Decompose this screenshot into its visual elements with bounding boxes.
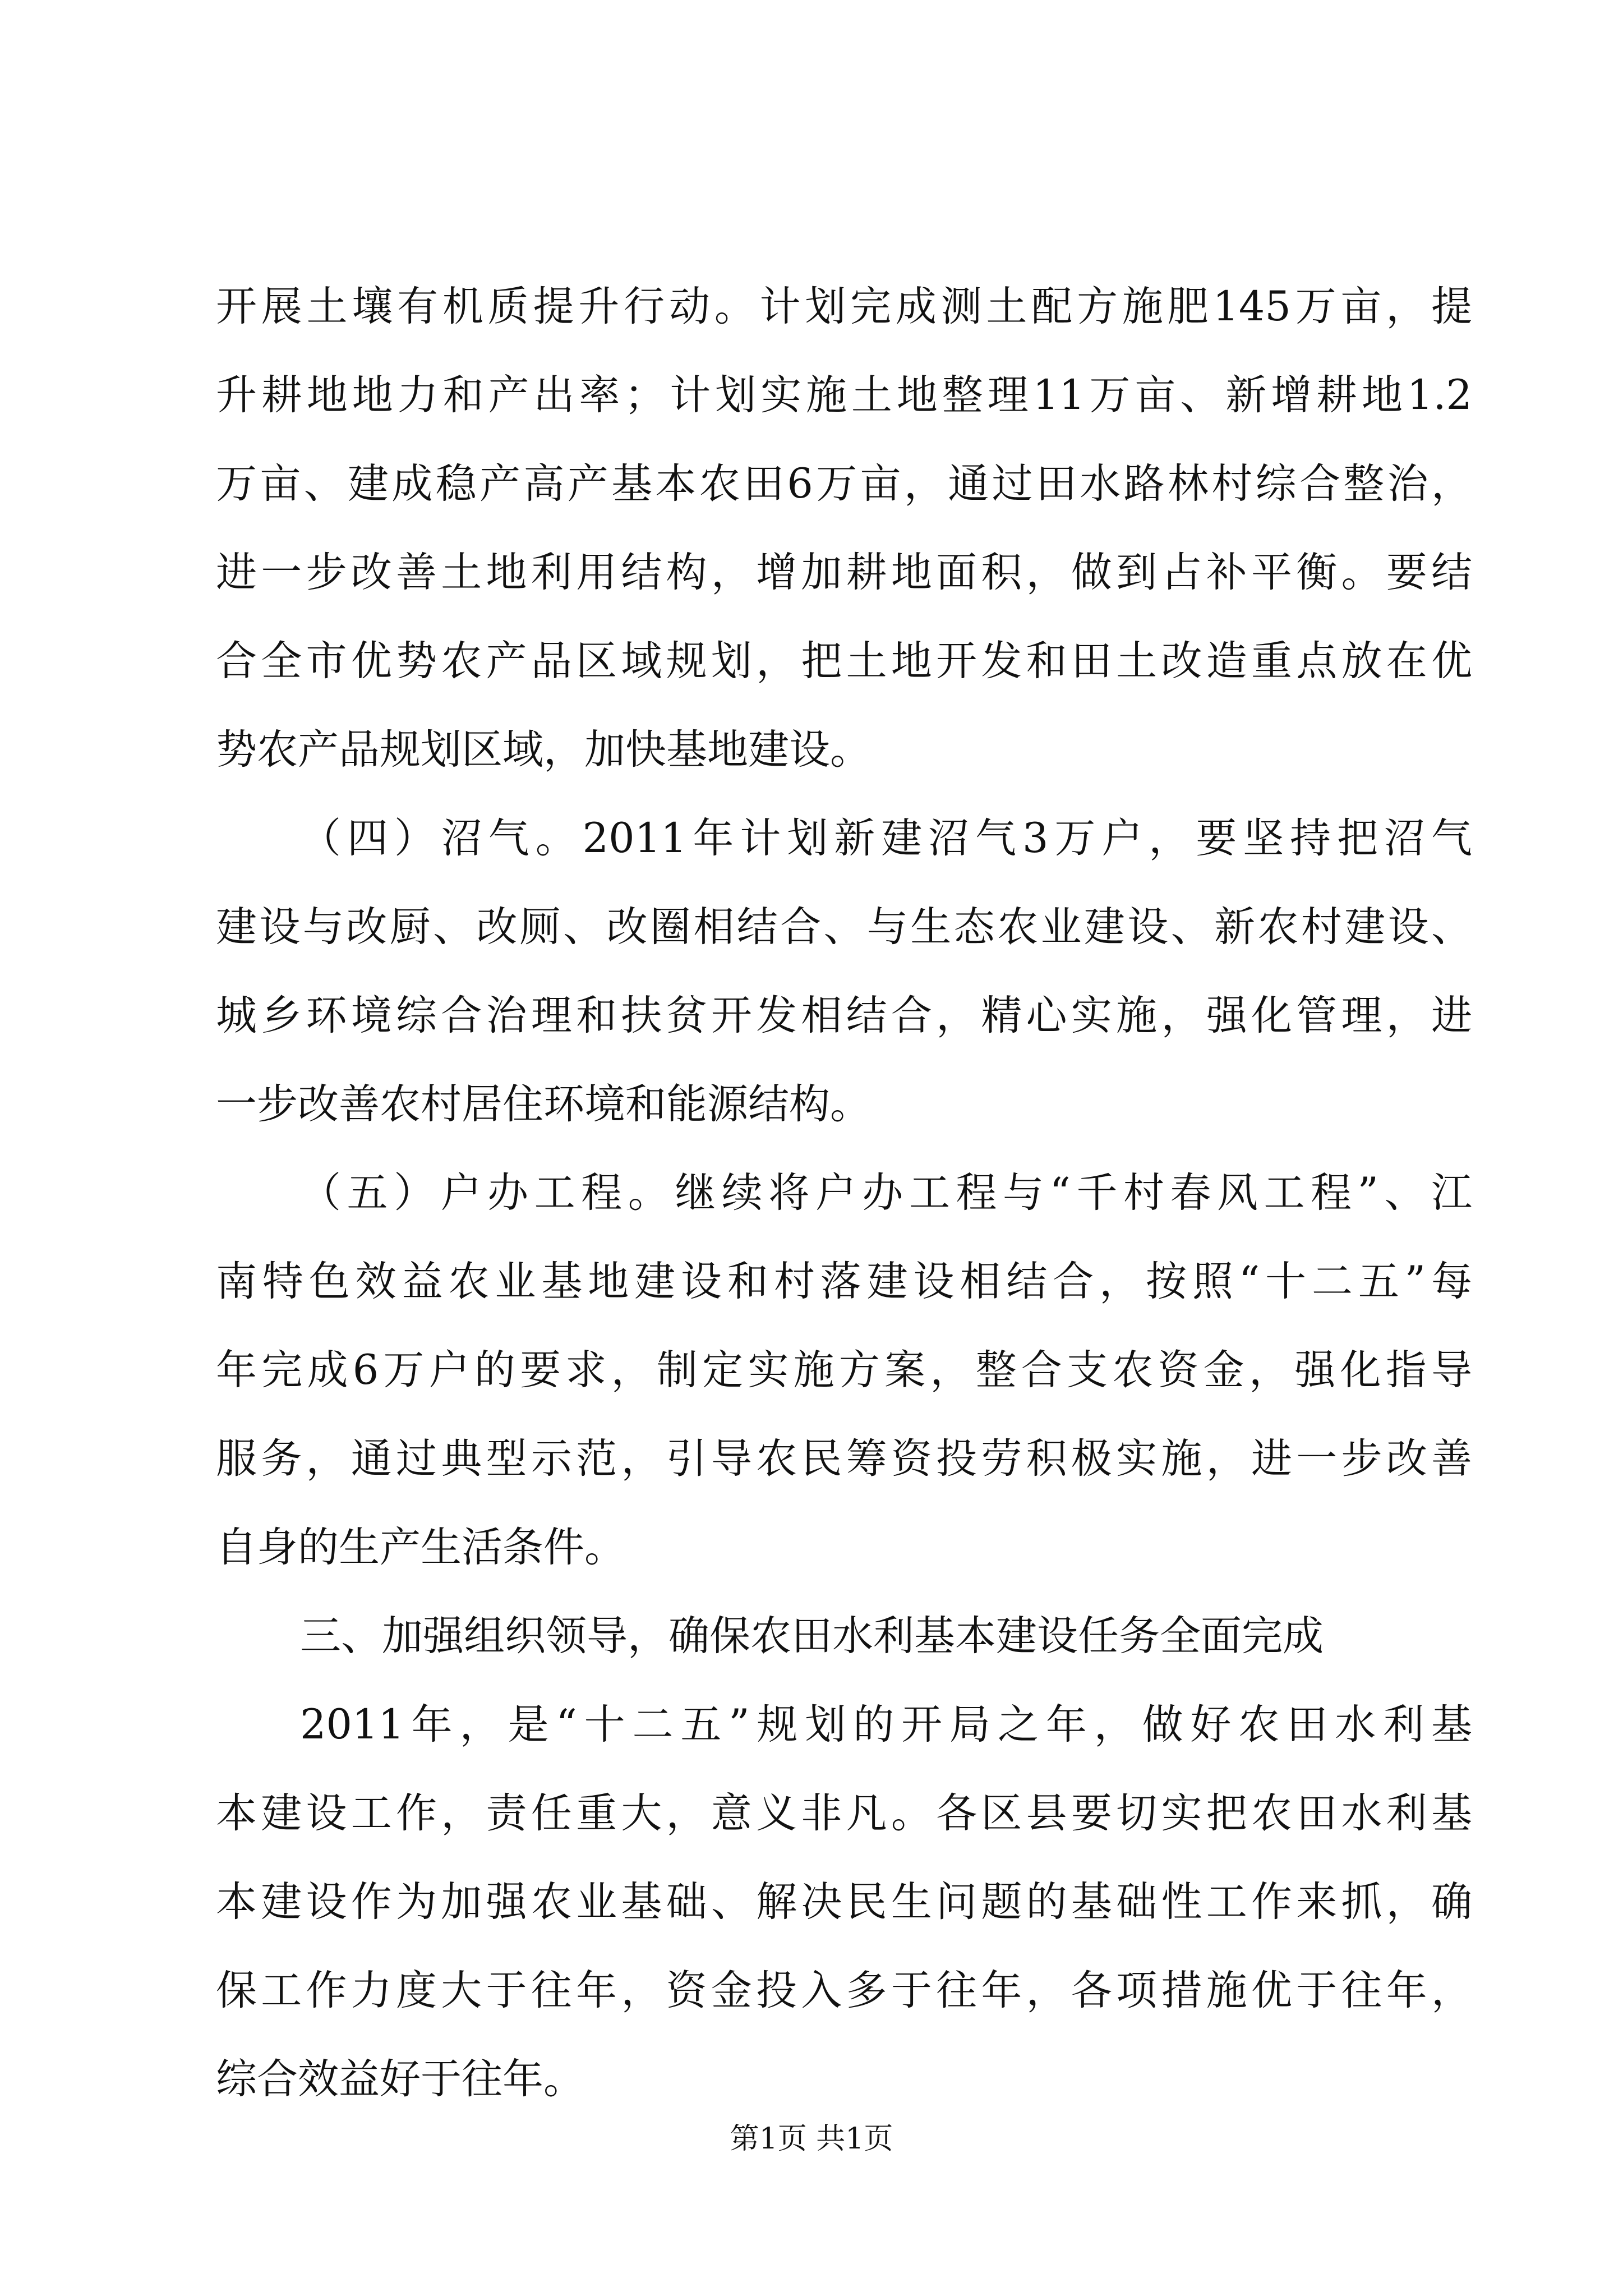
text-line-12: 南特色效益农业基地建设和村落建设相结合，按照“十二五”每 xyxy=(216,1258,1472,1305)
text-line-18: 本建设工作，责任重大，意义非凡。各区县要切实把农田水利基 xyxy=(216,1789,1472,1837)
text-line-1: 开展土壤有机质提升行动。计划完成测土配方施肥145万亩，提 xyxy=(216,283,1472,330)
text-line-5: 合全市优势农产品区域规划，把土地开发和田土改造重点放在优 xyxy=(216,637,1472,685)
text-line-13: 年完成6万户的要求，制定实施方案，整合支农资金，强化指导 xyxy=(216,1346,1472,1394)
text-line-4: 进一步改善土地利用结构，增加耕地面积，做到占补平衡。要结 xyxy=(216,549,1472,596)
text-line-21: 综合效益好于往年。 xyxy=(216,2055,584,2103)
text-line-15: 自身的生产生活条件。 xyxy=(216,1524,625,1571)
section-heading: 三、加强组织领导，确保农田水利基本建设任务全面完成 xyxy=(300,1612,1324,1660)
text-line-2: 升耕地地力和产出率；计划实施土地整理11万亩、新增耕地1.2 xyxy=(216,371,1472,419)
page-footer: 第1页 共1页 xyxy=(730,2122,893,2156)
text-line-9: 城乡环境综合治理和扶贫开发相结合，精心实施，强化管理，进 xyxy=(216,992,1472,1039)
text-line-20: 保工作力度大于往年，资金投入多于往年，各项措施优于往年， xyxy=(216,1967,1472,2014)
body-text xyxy=(216,263,1472,2124)
text-line-19: 本建设作为加强农业基础、解决民生问题的基础性工作来抓，确 xyxy=(216,1878,1472,1926)
text-line-10: 一步改善农村居住环境和能源结构。 xyxy=(216,1080,871,1128)
text-line-7: （四）沼气。2011年计划新建沼气3万户，要坚持把沼气 xyxy=(300,815,1472,862)
text-line-6: 势农产品规划区域，加快基地建设。 xyxy=(216,726,871,774)
text-line-17: 2011年，是“十二五”规划的开局之年，做好农田水利基 xyxy=(300,1701,1472,1749)
text-line-11: （五）户办工程。继续将户办工程与“千村春风工程”、江 xyxy=(300,1169,1472,1217)
text-line-8: 建设与改厨、改厕、改圈相结合、与生态农业建设、新农村建设、 xyxy=(216,903,1472,951)
text-line-14: 服务，通过典型示范，引导农民筹资投劳积极实施，进一步改善 xyxy=(216,1435,1472,1483)
text-line-3: 万亩、建成稳产高产基本农田6万亩，通过田水路林村综合整治， xyxy=(216,460,1472,508)
